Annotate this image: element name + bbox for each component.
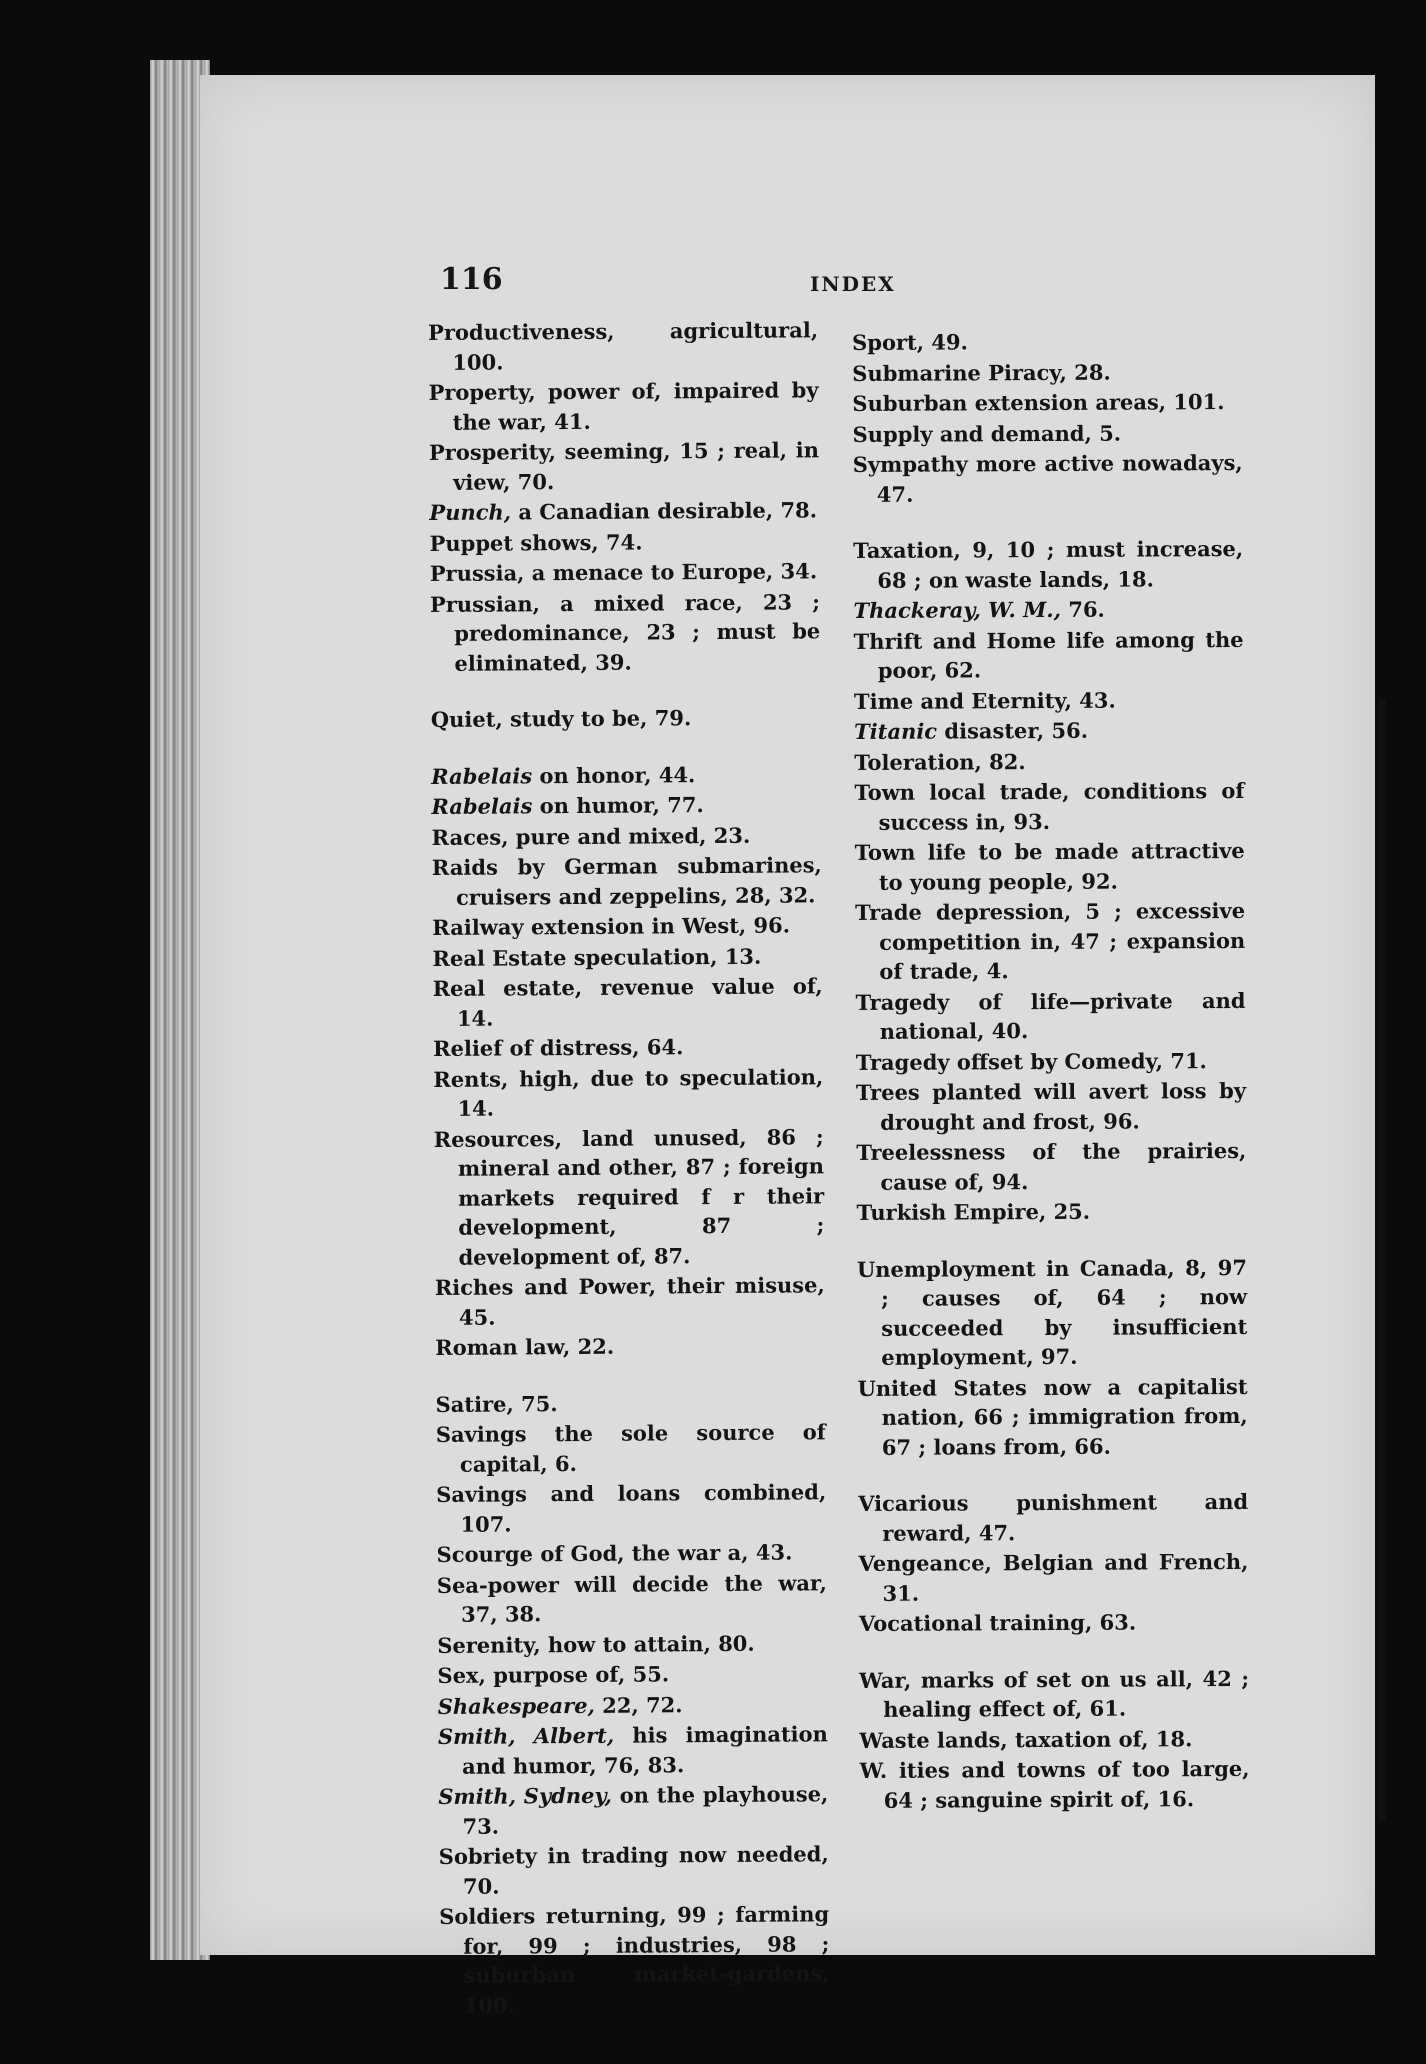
entry-text: on honor, 44. [532, 761, 696, 788]
index-entry: Taxation, 9, 10 ; must increase, 68 ; on waste lands, 18. [853, 535, 1244, 593]
page-header [440, 262, 1240, 302]
entry-heading-italic: Thackeray, W. M., [853, 596, 1062, 623]
index-entry: Prosperity, seeming, 15 ; real, in view, 70. [428, 437, 820, 495]
index-entry: Prussian, a mixed race, 23 ; predominance, 23 ; must be eliminated, 39. [429, 588, 821, 676]
index-entry: Soldiers returning, 99 ; farming for, 99 ; industries, 98 ; suburban market-gardens, 100. [439, 1901, 830, 2018]
entry-text: 76. [1060, 596, 1105, 622]
index-entry [854, 715, 1244, 747]
entry-heading-italic: Shakespeare, [437, 1692, 595, 1719]
section-gap [858, 1461, 1248, 1489]
index-entry: Time and Eternity, 43. [853, 687, 1116, 714]
entry-heading-italic: Rabelais [431, 762, 533, 789]
entry-heading-italic: Titanic [854, 718, 938, 744]
section-gap [857, 1226, 1247, 1254]
index-entry: War, marks of set on us all, 42 ; healing effect of, 61. [859, 1665, 1250, 1722]
entry-heading-italic: Smith, Sydney, [438, 1782, 612, 1809]
index-entry: Sex, purpose of, 55. [437, 1661, 670, 1688]
index-entry: Satire, 75. [435, 1390, 558, 1417]
index-entry: Sea-power will decide the war, 37, 38. [436, 1569, 827, 1627]
index-entry: Turkish Empire, 25. [856, 1198, 1091, 1225]
index-entry [429, 495, 819, 527]
index-entry: Riches and Power, their misuse, 45. [434, 1272, 825, 1330]
index-entry: Rents, high, due to speculation, 14. [433, 1063, 824, 1121]
index-entry: United States now a capitalist nation, 66 ; immigration from, 67 ; loans from, 66. [857, 1373, 1248, 1460]
index-entry: Tragedy offset by Comedy, 71. [855, 1047, 1207, 1075]
index-entry: Races, pure and mixed, 23. [431, 822, 751, 850]
index-entry [431, 759, 821, 791]
index-entry: Real Estate speculation, 13. [432, 943, 762, 971]
entry-heading-italic: Rabelais [431, 793, 533, 819]
index-entry: Puppet shows, 74. [429, 529, 643, 556]
index-column-left [428, 315, 830, 2021]
entry-text: a Canadian desirable, 78. [510, 497, 818, 525]
index-column-right [852, 326, 1250, 1816]
index-entry: Waste lands, taxation of, 18. [859, 1725, 1193, 1753]
index-entry: Roman law, 22. [435, 1333, 615, 1360]
index-entry: Quiet, study to be, 79. [430, 705, 692, 732]
index-entry: Scourge of God, the war a, 43. [436, 1539, 793, 1567]
page-number: 116 [440, 262, 503, 297]
index-entry [431, 789, 821, 821]
entry-text: on the playhouse, 73. [462, 1781, 829, 1839]
index-entry: Vicarious punishment and reward, 47. [858, 1488, 1249, 1546]
index-entry: Trade depression, 5 ; excessive competition in, 47 ; expansion of trade, 4. [854, 897, 1246, 984]
index-entry: Town life to be made attractive to young people, 92. [854, 837, 1245, 895]
index-entry: Thrift and Home life among the poor, 62. [853, 626, 1244, 683]
section-gap [431, 733, 821, 762]
index-entry [438, 1719, 828, 1781]
index-entry: Savings the sole source of capital, 6. [435, 1419, 826, 1477]
entry-text: disaster, 56. [936, 717, 1089, 744]
index-entry: Railway extension in West, 96. [432, 912, 791, 940]
index-entry: Submarine Piracy, 28. [852, 359, 1111, 386]
index-entry: Suburban extension areas, 101. [852, 389, 1225, 416]
index-entry [853, 594, 1243, 626]
index-entry: Raids by German submarines, cruisers and zeppelins, 28, 32. [431, 852, 822, 910]
section-gap [853, 508, 1243, 536]
section-gap [431, 676, 821, 705]
index-entry: Property, power of, impaired by the war, 41. [428, 377, 819, 435]
index-entry: Sport, 49. [852, 329, 968, 355]
index-entry: Relief of distress, 64. [433, 1034, 684, 1061]
index-entry: Savings and loans combined, 107. [436, 1479, 827, 1537]
index-entry: Trees planted will avert loss by drought and frost, 96. [855, 1077, 1247, 1135]
index-entry: Sympathy more active nowadays, 47. [852, 449, 1243, 507]
section-gap [435, 1361, 825, 1390]
index-entry: Toleration, 82. [854, 748, 1026, 775]
index-entry [438, 1689, 828, 1721]
entry-text: on humor, 77. [532, 792, 704, 819]
index-entry: Real estate, revenue value of, 14. [432, 973, 823, 1031]
entry-text: 22, 72. [594, 1691, 683, 1718]
index-entry [438, 1779, 828, 1841]
gutter-rule [1378, 700, 1386, 1820]
index-entry: Vocational training, 63. [858, 1609, 1137, 1636]
index-entry: Vengeance, Belgian and French, 31. [858, 1548, 1249, 1606]
entry-heading-italic: Smith, Albert, [437, 1722, 615, 1749]
entry-text: his imagination and humor, 76, 83. [462, 1721, 828, 1779]
index-entry: Unemployment in Canada, 8, 97 ; causes of, 64 ; now succeeded by insufficient employment, 97. [856, 1254, 1248, 1370]
index-entry: Treelessness of the prairies, cause of, 94. [856, 1137, 1247, 1195]
index-entry: Productiveness, agricultural, 100. [428, 317, 819, 375]
index-entry: W. ities and towns of too large, 64 ; sanguine spirit of, 16. [859, 1755, 1250, 1813]
index-entry: Prussia, a menace to Europe, 34. [429, 558, 818, 586]
index-entry: Tragedy of life—private and national, 40. [855, 987, 1246, 1044]
index-entry: Supply and demand, 5. [852, 420, 1122, 447]
index-entry: Sobriety in trading now needed, 70. [438, 1841, 829, 1899]
index-entry: Resources, land unused, 86 ; mineral and other, 87 ; foreign markets required f r their development, 87 ; development of, 87. [433, 1123, 825, 1270]
index-entry: Town local trade, conditions of success in, 93. [854, 777, 1245, 835]
index-entry: Serenity, how to attain, 80. [437, 1630, 755, 1658]
running-head: INDEX [810, 272, 896, 296]
section-gap [859, 1637, 1249, 1665]
entry-heading-italic: Punch, [429, 499, 512, 525]
